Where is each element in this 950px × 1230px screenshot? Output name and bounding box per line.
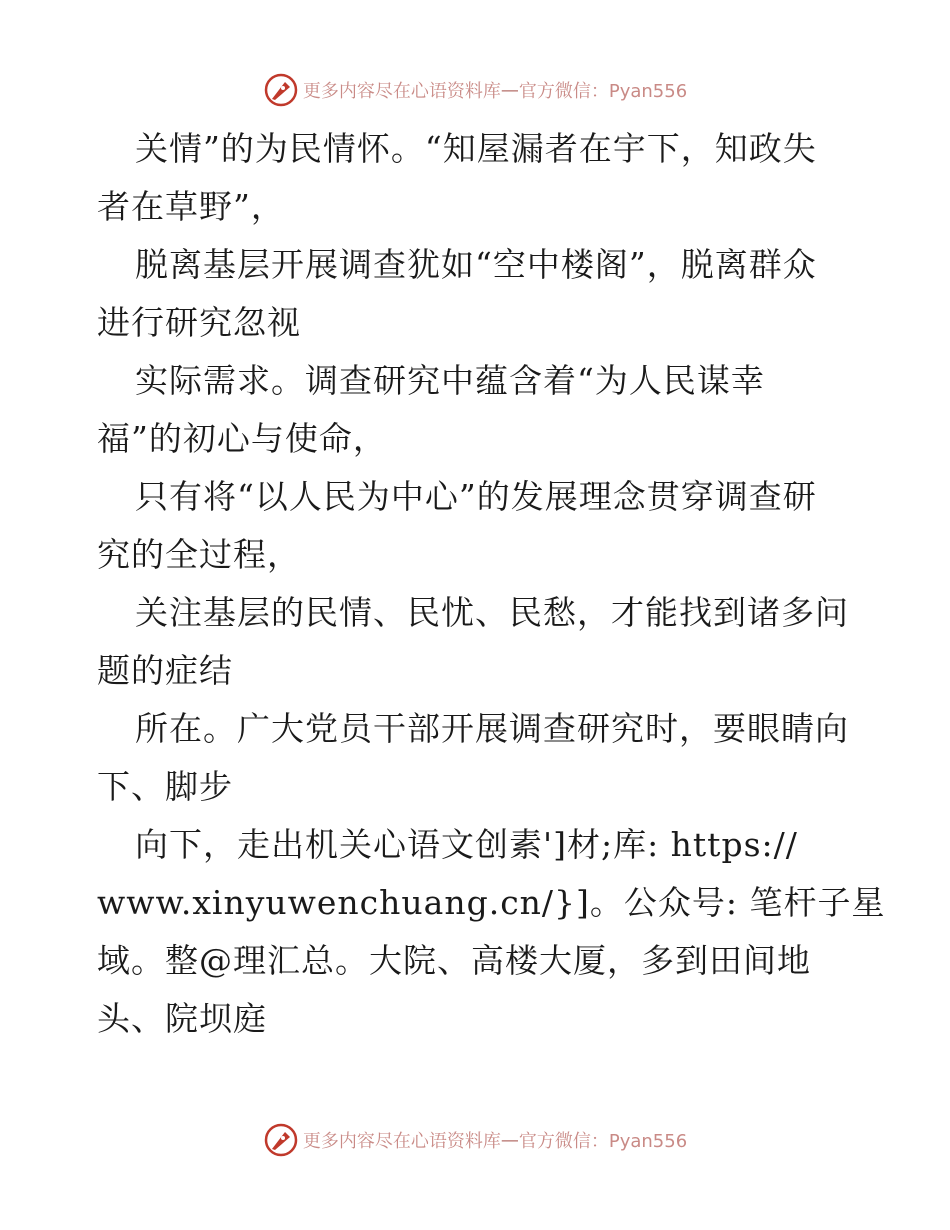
- body-line: 题的症结: [97, 651, 233, 690]
- banner-text: 更多内容尽在心语资料库: [302, 1131, 501, 1152]
- banner-wechat: 官方微信：Pyan556: [518, 81, 688, 102]
- body-line: 者在草野”，: [97, 187, 285, 226]
- body-line: 向下，走出机关心语文创素']材;库: https://: [135, 825, 798, 864]
- header-banner: [0, 70, 950, 110]
- footer-banner: [0, 1120, 950, 1160]
- body-line: 头、院坝庭: [97, 999, 267, 1038]
- document-body: [97, 120, 886, 1048]
- body-line: 福”的初心与使命，: [97, 419, 387, 458]
- banner-separator: —: [500, 79, 519, 101]
- body-line: 关情”的为民情怀。“知屋漏者在宇下，知政失: [135, 129, 817, 168]
- pen-nib-logo-icon: [263, 1122, 299, 1158]
- body-line: 脱离基层开展调查犹如“空中楼阁”，脱离群众: [135, 245, 817, 284]
- body-line: 下、脚步: [97, 767, 233, 806]
- body-line: 实际需求。调查研究中蕴含着“为人民谋幸: [135, 361, 765, 400]
- banner-separator: —: [500, 1129, 519, 1151]
- pen-nib-logo-icon: [263, 72, 299, 108]
- body-line: 只有将“以人民为中心”的发展理念贯穿调查研: [135, 477, 817, 516]
- banner-text: 更多内容尽在心语资料库: [302, 81, 501, 102]
- banner-wechat: 官方微信：Pyan556: [518, 1131, 688, 1152]
- body-line: 究的全过程，: [97, 535, 301, 574]
- body-line: www.xinyuwenchuang.cn/}]。公众号: 笔杆子星: [97, 883, 886, 922]
- body-line: 所在。广大党员干部开展调查研究时，要眼睛向: [135, 709, 849, 748]
- body-line: 域。整@理汇总。大院、高楼大厦，多到田间地: [97, 941, 811, 980]
- body-line: 关注基层的民情、民忧、民愁，才能找到诸多问: [135, 593, 849, 632]
- body-line: 进行研究忽视: [97, 303, 301, 342]
